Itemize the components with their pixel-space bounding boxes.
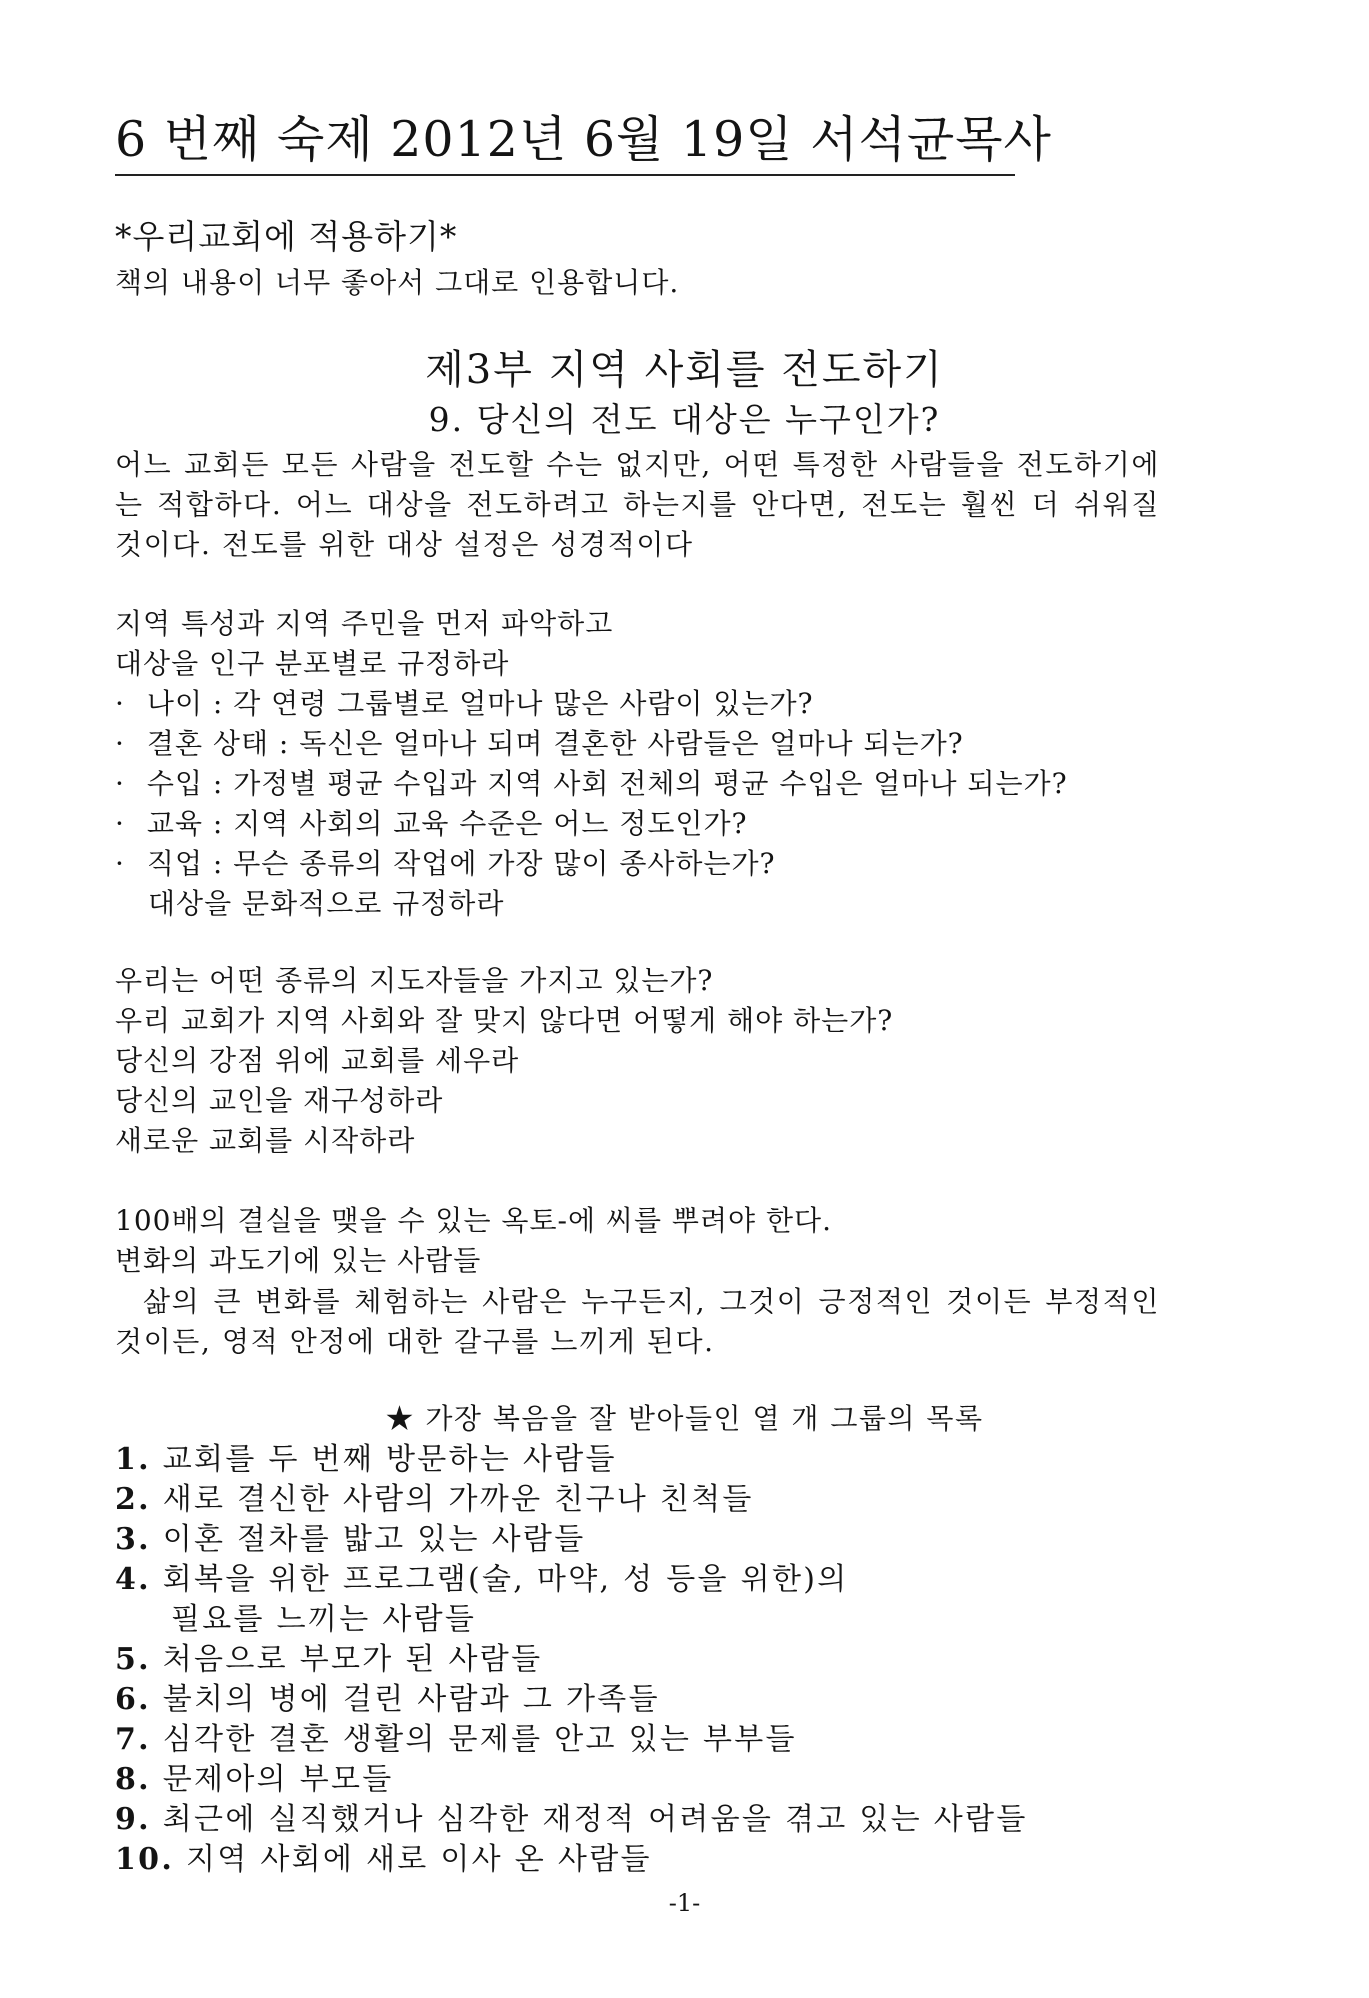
list-item-text: 불치의 병에 걸린 사람과 그 가족들 <box>162 1682 660 1717</box>
list-item <box>115 1680 660 1720</box>
list-item-continuation <box>171 1600 476 1640</box>
list-item-number: 6. <box>115 1682 151 1717</box>
text-line: 지역 특성과 지역 주민을 먼저 파악하고 <box>115 607 614 640</box>
list-item-text: 처음으로 부모가 된 사람들 <box>162 1642 543 1677</box>
text-line: 당신의 강점 위에 교회를 세우라 <box>115 1044 520 1077</box>
list-item <box>115 1720 797 1760</box>
list-item-number: 9. <box>115 1802 151 1837</box>
text-line: 당신의 교인을 재구성하라 <box>115 1084 444 1117</box>
bullet-mark: · <box>115 687 125 720</box>
list-item-text: 이혼 절차를 밟고 있는 사람들 <box>162 1522 586 1557</box>
bullet-text: 직업 : 무슨 종류의 작업에 가장 많이 종사하는가? <box>146 847 776 880</box>
list-item <box>115 1520 585 1560</box>
list-item-text: 심각한 결혼 생활의 문제를 안고 있는 부부들 <box>162 1722 797 1757</box>
list-heading: ★ 가장 복음을 잘 받아들인 열 개 그룹의 목록 <box>385 1402 984 1435</box>
list-item-text: 교회를 두 번째 방문하는 사람들 <box>162 1442 617 1477</box>
text-line: 우리는 어떤 종류의 지도자들을 가지고 있는가? <box>115 964 714 997</box>
list-item-number: 5. <box>115 1642 151 1677</box>
list-item-text: 지역 사회에 새로 이사 온 사람들 <box>185 1842 652 1877</box>
list-item <box>115 1440 617 1480</box>
list-item <box>115 1760 394 1800</box>
list-item-text: 새로 결신한 사람의 가까운 친구나 친척들 <box>162 1482 754 1517</box>
text-paragraph: 삶의 큰 변화를 체험하는 사람은 누구든지, 그것이 긍정적인 것이든 부정적인 것이든, 영적 안정에 대한 갈구를 느끼게 된다. <box>115 1285 1160 1358</box>
list-item-text: 문제아의 부모들 <box>162 1762 394 1797</box>
list-item-number: 1. <box>115 1442 151 1477</box>
list-item <box>115 1560 849 1600</box>
text-line: 대상을 문화적으로 규정하라 <box>148 887 505 920</box>
bullet-item <box>115 685 814 723</box>
list-item <box>115 1640 542 1680</box>
list-item-number: 10. <box>115 1842 175 1877</box>
text-line: 우리 교회가 지역 사회와 잘 맞지 않다면 어떻게 해야 하는가? <box>115 1004 894 1037</box>
bullet-mark: · <box>115 767 125 800</box>
bullet-text: 교육 : 지역 사회의 교육 수준은 어느 정도인가? <box>146 807 748 840</box>
bullet-item <box>115 805 748 843</box>
bullet-text: 결혼 상태 : 독신은 얼마나 되며 결혼한 사람들은 얼마나 되는가? <box>146 727 964 760</box>
list-item-text: 필요를 느끼는 사람들 <box>171 1602 477 1637</box>
text-line: 100배의 결실을 맺을 수 있는 옥토-에 씨를 뿌려야 한다. <box>115 1204 832 1237</box>
text-line: 새로운 교회를 시작하라 <box>115 1124 416 1157</box>
bullet-text: 나이 : 각 연령 그룹별로 얼마나 많은 사람이 있는가? <box>146 687 814 720</box>
list-item <box>115 1480 754 1520</box>
list-item <box>115 1840 652 1880</box>
bullet-item <box>115 765 1068 803</box>
intro-paragraph: 어느 교회든 모든 사람을 전도할 수는 없지만, 어떤 특정한 사람들을 전도하기에는 적합하다. 어느 대상을 전도하려고 하는지를 안다면, 전도는 훨씬 더 쉬워질 것이다. 전도를 위한 대상 설정은 성경적이다 <box>115 448 1160 561</box>
page-number: -1- <box>668 1889 701 1917</box>
list-item-text: 회복을 위한 프로그램(술, 마약, 성 등을 위한)의 <box>162 1562 849 1597</box>
list-item-text: 최근에 실직했거나 심각한 재정적 어려움을 겪고 있는 사람들 <box>162 1802 1028 1837</box>
list-item-number: 2. <box>115 1482 151 1517</box>
text-line: 변화의 과도기에 있는 사람들 <box>115 1244 482 1277</box>
text-line: 대상을 인구 분포별로 규정하라 <box>115 647 510 680</box>
list-item-number: 4. <box>115 1562 151 1597</box>
intro-text: 책의 내용이 너무 좋아서 그대로 인용합니다. <box>115 266 680 299</box>
bullet-mark: · <box>115 807 125 840</box>
part-heading: 제3부 지역 사회를 전도하기 <box>425 347 944 393</box>
list-item <box>115 1800 1028 1840</box>
list-item-number: 8. <box>115 1762 151 1797</box>
list-item-number: 3. <box>115 1522 151 1557</box>
chapter-heading: 9. 당신의 전도 대상은 누구인가? <box>428 400 941 439</box>
section-heading: *우리교회에 적용하기* <box>115 217 458 256</box>
bullet-text: 수입 : 가정별 평균 수입과 지역 사회 전체의 평균 수입은 얼마나 되는가? <box>146 767 1068 800</box>
bullet-mark: · <box>115 847 125 880</box>
list-item-number: 7. <box>115 1722 151 1757</box>
document-title: 6 번째 숙제 2012년 6월 19일 서석균목사 <box>115 108 1015 176</box>
bullet-item <box>115 725 964 763</box>
bullet-mark: · <box>115 727 125 760</box>
bullet-item <box>115 845 776 883</box>
